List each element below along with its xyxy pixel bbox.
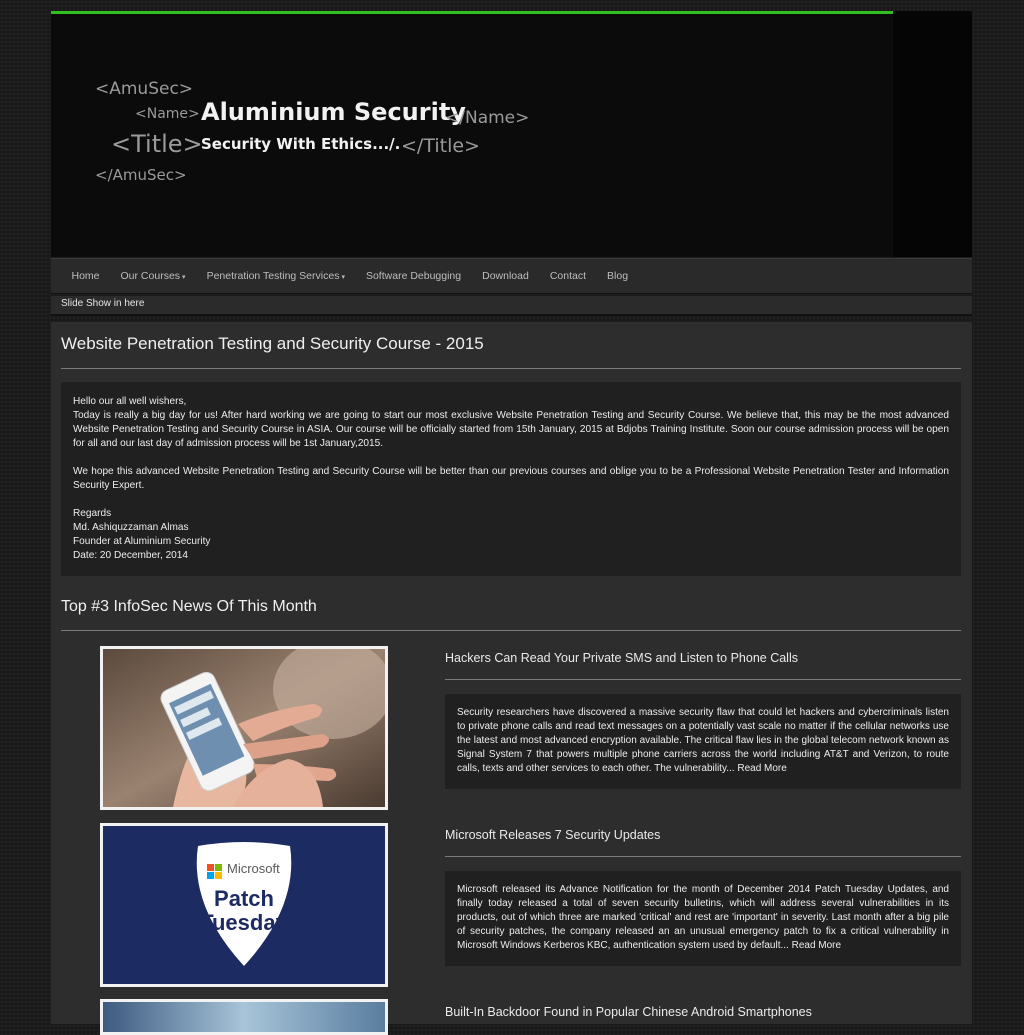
article-summary-text: Microsoft released its Advance Notification for the month of December 2014 Patch Tuesday Updates, and finally today released a total of seven security bulletins, which will address several vulnerabilities in its products, out of which three are marked 'critical' and rest are 'important' in severity. Last month after a big pile of security patches, the company released an an unusual emergency patch to fix a critical vulnerability in Microsoft Windows Kerberos KBC, authentication system used by default... bbox=[457, 884, 949, 951]
welcome-date: Date: 20 December, 2014 bbox=[73, 550, 189, 561]
divider bbox=[445, 856, 961, 857]
phone-hand-image bbox=[103, 649, 385, 807]
logo-tag-close: </AmuSec> bbox=[95, 166, 187, 184]
nav-label: Blog bbox=[607, 270, 629, 282]
nav-label: Software Debugging bbox=[365, 270, 462, 282]
article-thumbnail-android[interactable] bbox=[100, 999, 388, 1035]
welcome-signer: Md. Ashiquzzaman Almas bbox=[73, 522, 189, 533]
nav-label: Contact bbox=[549, 270, 587, 282]
site-brand-name[interactable]: Aluminium Security bbox=[201, 98, 466, 126]
article-title-link[interactable]: Built-In Backdoor Found in Popular Chinese Android Smartphones bbox=[445, 1005, 812, 1019]
header-dark-panel bbox=[893, 11, 972, 257]
read-more-link[interactable]: Read More bbox=[791, 940, 842, 951]
nav-item-penetration-testing-services[interactable] bbox=[196, 270, 355, 282]
nav-item-contact[interactable] bbox=[539, 270, 596, 282]
caret-down-icon: ▾ bbox=[182, 274, 186, 281]
nav-item-download[interactable] bbox=[472, 270, 540, 282]
nav-label: Penetration Testing Services bbox=[206, 270, 340, 282]
nav-item-blog[interactable] bbox=[597, 270, 639, 282]
nav-item-our-courses[interactable] bbox=[110, 270, 196, 282]
main-navbar bbox=[51, 258, 972, 294]
news-section-heading: Top #3 InfoSec News Of This Month bbox=[61, 598, 317, 615]
article-thumbnail-phone[interactable] bbox=[100, 646, 388, 810]
divider bbox=[61, 630, 961, 631]
welcome-message bbox=[61, 382, 961, 576]
tuesday-text: Tuesday bbox=[200, 910, 288, 935]
article-thumbnail-patch-tuesday[interactable] bbox=[100, 823, 388, 987]
slideshow-placeholder: Slide Show in here bbox=[51, 296, 972, 316]
welcome-paragraph-1: Today is really a big day for us! After hard working we are going to start our most exclusive Website Penetration Testing and Security Course. We believe that, this may be the most advanced Website Penetration Testing and Security Course in ASIA. Our course will be officially started from 15th January, 2015 at Bdjobs Training Institute. Soon our course admission process will be open for all and our last day of admission process will be 1st January,2015. bbox=[73, 410, 949, 449]
logo-title-close: </Title> bbox=[401, 135, 480, 157]
welcome-role: Founder at Aluminium Security bbox=[73, 536, 211, 547]
article-title-link[interactable]: Hackers Can Read Your Private SMS and Listen to Phone Calls bbox=[445, 651, 798, 665]
nav-label: Download bbox=[482, 270, 529, 282]
read-more-link[interactable]: Read More bbox=[737, 763, 787, 774]
caret-down-icon: ▾ bbox=[341, 274, 345, 281]
microsoft-logo-text: Microsoft bbox=[227, 861, 280, 876]
nav-label: Our Courses bbox=[120, 270, 181, 282]
article-summary-text: Security researchers have discovered a massive security flaw that could let hackers and cybercriminals listen to private phone calls and read text messages on a potentially vast scale no matter if the cellular networks use the latest and most advanced encryption available. The critical flaw lies in the global telecom network known as Signal System 7 that powers multiple phone carriers across the world including AT&T and Verizon, to route calls, texts and other services to each other. The vulnerability... bbox=[457, 707, 949, 774]
divider bbox=[61, 368, 961, 369]
logo-name-open: <Name> bbox=[135, 106, 200, 122]
welcome-paragraph-2: We hope this advanced Website Penetration Testing and Security Course will be better than our previous courses and oblige you to be a Professional Website Penetration Tester and Information Security Expert. bbox=[73, 466, 949, 491]
logo-tag-open: <AmuSec> bbox=[95, 79, 194, 99]
welcome-regards: Regards bbox=[73, 508, 112, 519]
nav-label: Home bbox=[71, 270, 100, 282]
article-summary bbox=[445, 694, 961, 789]
site-slogan: Security With Ethics.../. bbox=[201, 135, 401, 153]
android-phones-image bbox=[103, 1002, 385, 1032]
nav-item-home[interactable] bbox=[61, 270, 110, 282]
logo-title-open: <Title> bbox=[111, 130, 203, 158]
article-summary bbox=[445, 871, 961, 966]
main-content bbox=[51, 322, 972, 1024]
header-accent-bar bbox=[51, 11, 893, 14]
logo-name-close: </Name> bbox=[445, 108, 530, 128]
welcome-greeting: Hello our all well wishers, bbox=[73, 396, 187, 407]
patch-text: Patch bbox=[214, 886, 274, 911]
divider bbox=[445, 679, 961, 680]
nav-item-software-debugging[interactable] bbox=[355, 270, 471, 282]
article-title-link[interactable]: Microsoft Releases 7 Security Updates bbox=[445, 828, 661, 842]
page-title: Website Penetration Testing and Security Course - 2015 bbox=[61, 334, 484, 353]
site-header-banner bbox=[51, 11, 972, 257]
